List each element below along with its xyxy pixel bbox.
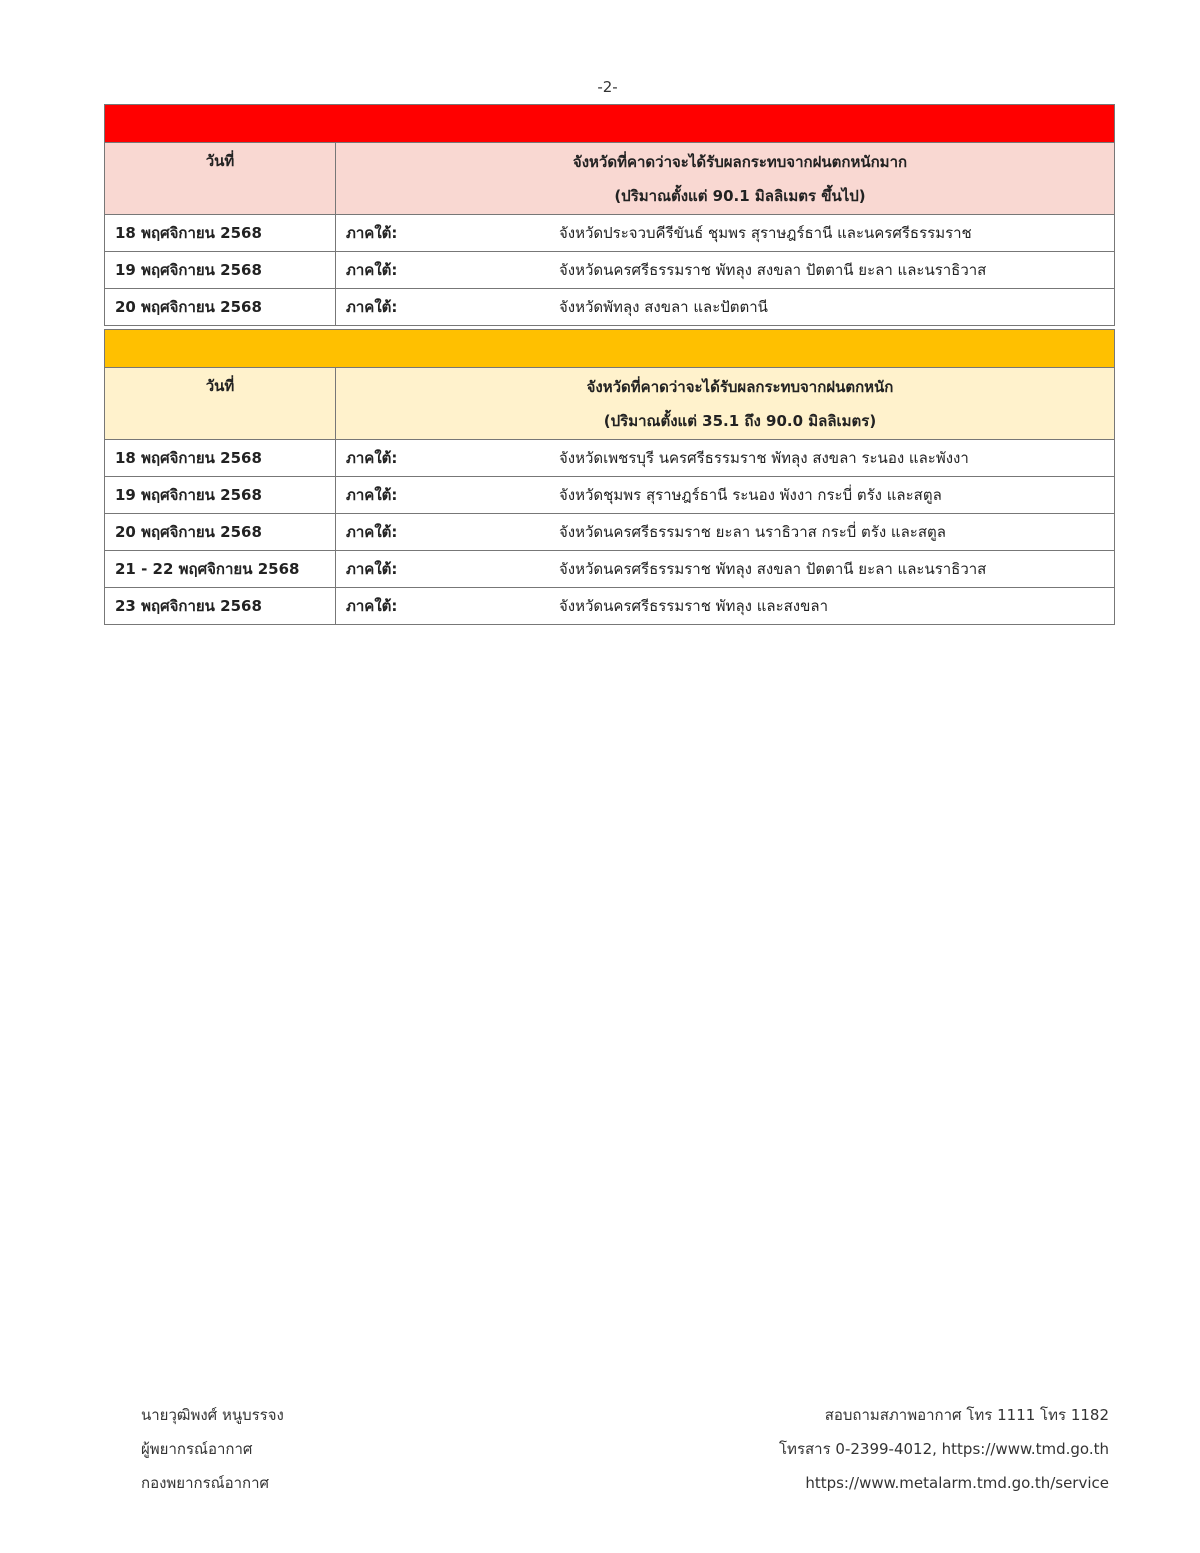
heavy-rain-table bbox=[104, 329, 1115, 625]
row-date: 19 พฤศจิกายน 2568 bbox=[105, 477, 336, 514]
table-header bbox=[105, 368, 1115, 440]
row-region: ภาคใต้: bbox=[346, 560, 398, 578]
row-region: ภาคใต้: bbox=[346, 261, 398, 279]
contact-fax-website: โทรสาร 0-2399-4012, https://www.tmd.go.th bbox=[779, 1440, 1109, 1458]
table-subtitle: (ปริมาณตั้งแต่ 35.1 ถึง 90.0 มิลลิเมตร) bbox=[603, 411, 877, 430]
contact-phone: สอบถามสภาพอากาศ โทร 1111 โทร 1182 bbox=[824, 1406, 1109, 1424]
row-date: 20 พฤศจิกายน 2568 bbox=[105, 514, 336, 551]
row-date: 18 พฤศจิกายน 2568 bbox=[105, 215, 336, 252]
table-row bbox=[105, 289, 1115, 326]
contact-service-link[interactable]: https://www.metalarm.tmd.go.th/service bbox=[805, 1474, 1109, 1492]
page-number: -2- bbox=[597, 78, 618, 96]
row-date: 18 พฤศจิกายน 2568 bbox=[105, 440, 336, 477]
forecaster-name: นายวุฒิพงศ์ หนูบรรจง bbox=[141, 1406, 284, 1424]
table-row bbox=[105, 440, 1115, 477]
table-subtitle: (ปริมาณตั้งแต่ 90.1 มิลลิเมตร ขึ้นไป) bbox=[614, 186, 866, 205]
row-date: 19 พฤศจิกายน 2568 bbox=[105, 252, 336, 289]
row-provinces: จังหวัดพัทลุง สงขลา และปัตตานี bbox=[559, 298, 768, 316]
yellow-warning-band bbox=[105, 330, 1115, 368]
table-row bbox=[105, 551, 1115, 588]
table-row bbox=[105, 477, 1115, 514]
date-column-header: วันที่ bbox=[105, 143, 336, 215]
table-row bbox=[105, 215, 1115, 252]
row-provinces: จังหวัดนครศรีธรรมราช พัทลุง สงขลา ปัตตานี ยะลา และนราธิวาส bbox=[559, 261, 987, 279]
row-region: ภาคใต้: bbox=[346, 298, 398, 316]
table-row bbox=[105, 252, 1115, 289]
table-row bbox=[105, 588, 1115, 625]
table-header bbox=[105, 143, 1115, 215]
row-provinces: จังหวัดนครศรีธรรมราช พัทลุง และสงขลา bbox=[559, 597, 828, 615]
table-title: จังหวัดที่คาดว่าจะได้รับผลกระทบจากฝนตกหนัก bbox=[586, 377, 894, 396]
contact-block bbox=[779, 1398, 1109, 1500]
row-region: ภาคใต้: bbox=[346, 486, 398, 504]
row-provinces: จังหวัดนครศรีธรรมราช พัทลุง สงขลา ปัตตานี ยะลา และนราธิวาส bbox=[559, 560, 987, 578]
row-date: 21 - 22 พฤศจิกายน 2568 bbox=[105, 551, 336, 588]
row-provinces: จังหวัดชุมพร สุราษฎร์ธานี ระนอง พังงา กระบี่ ตรัง และสตูล bbox=[559, 486, 942, 504]
row-region: ภาคใต้: bbox=[346, 523, 398, 541]
table-row bbox=[105, 514, 1115, 551]
row-provinces: จังหวัดเพชรบุรี นครศรีธรรมราช พัทลุง สงขลา ระนอง และพังงา bbox=[559, 449, 969, 467]
table-title: จังหวัดที่คาดว่าจะได้รับผลกระทบจากฝนตกหนักมาก bbox=[572, 152, 908, 171]
row-date: 23 พฤศจิกายน 2568 bbox=[105, 588, 336, 625]
date-column-header: วันที่ bbox=[105, 368, 336, 440]
forecast-division: กองพยากรณ์อากาศ bbox=[141, 1474, 270, 1492]
forecaster-title: ผู้พยากรณ์อากาศ bbox=[141, 1440, 253, 1458]
very-heavy-rain-table bbox=[104, 104, 1115, 326]
row-provinces: จังหวัดนครศรีธรรมราช ยะลา นราธิวาส กระบี่ ตรัง และสตูล bbox=[559, 523, 946, 541]
forecaster-signature-block bbox=[141, 1398, 284, 1500]
row-date: 20 พฤศจิกายน 2568 bbox=[105, 289, 336, 326]
row-region: ภาคใต้: bbox=[346, 224, 398, 242]
row-region: ภาคใต้: bbox=[346, 597, 398, 615]
red-warning-band bbox=[105, 105, 1115, 143]
row-region: ภาคใต้: bbox=[346, 449, 398, 467]
row-provinces: จังหวัดประจวบคีรีขันธ์ ชุมพร สุราษฎร์ธานี และนครศรีธรรมราช bbox=[559, 224, 972, 242]
